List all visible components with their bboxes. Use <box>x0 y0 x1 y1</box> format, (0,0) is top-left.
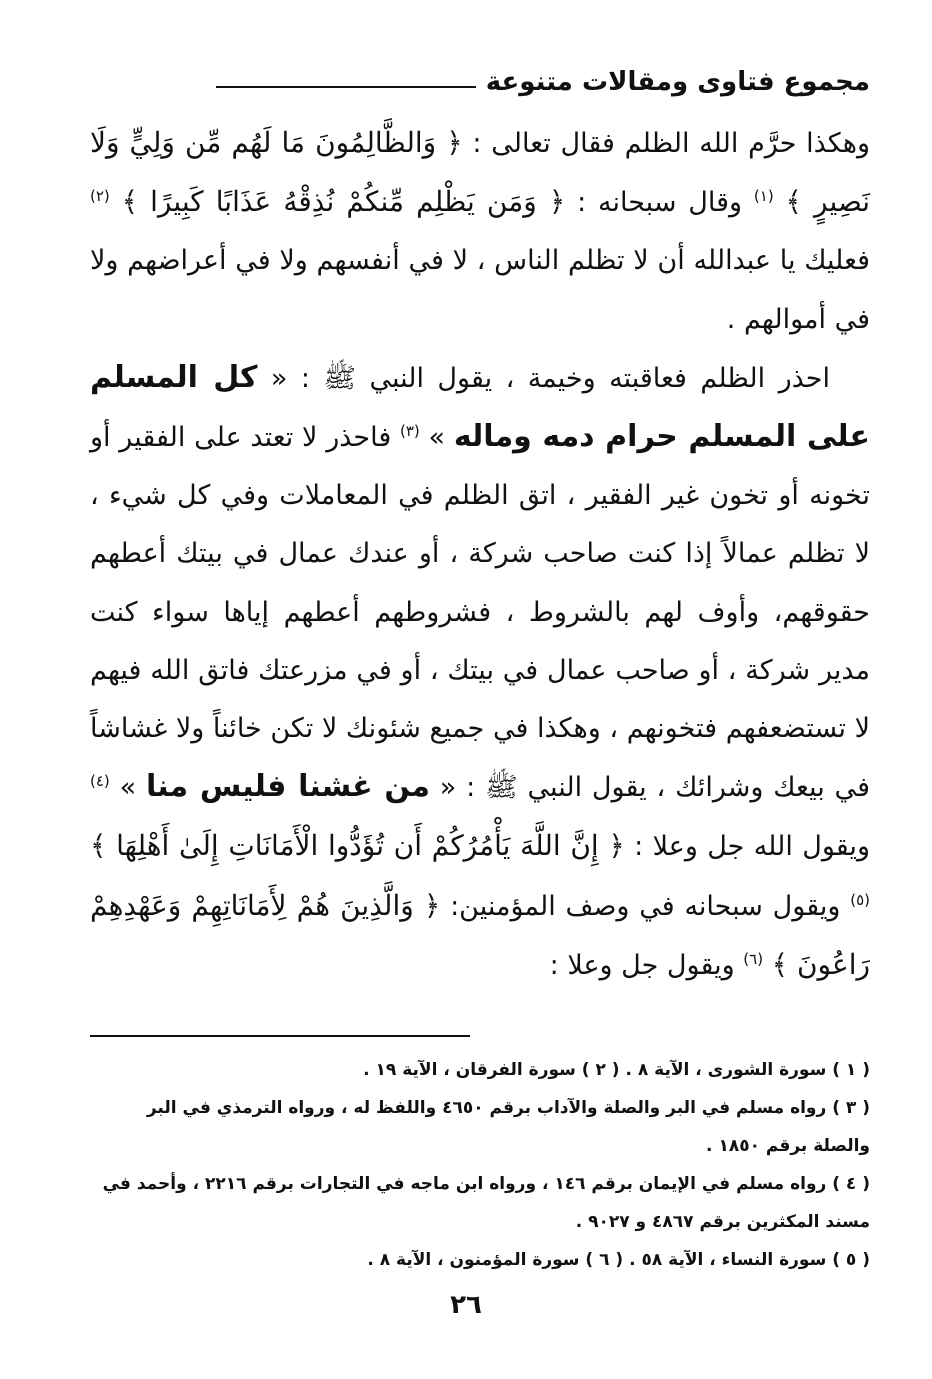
header-rule <box>216 86 476 88</box>
p2-text-f: ويقول سبحانه في وصف المؤمنين: <box>450 890 841 922</box>
main-text <box>90 114 870 995</box>
footnote-ref-1: (١) <box>753 187 774 206</box>
paragraph-1 <box>90 114 870 349</box>
p2-text-c: فاحذر لا تعتد على الفقير أو تخونه أو تخون غير الفقير ، اتق الظلم في المعاملات وفي كل شيء ، لا تظلم عمالاً إذا كنت صاحب شركة ، أو عندك عمال في بيتك أعطهم حقوقهم، وأوف لهم بالشروط ، فشروطهم أعطهم إياها سواء كنت مدير شركة ، أو صاحب عمال في بيتك ، أو في مزرعتك فاتق الله فيهم لا تستضعفهم فتخونهم ، وهكذا في جميع شئونك لا تكن خائناً ولا غشاشاً في بيعك وشرائك ، يقول النبي ﷺ : « <box>90 422 870 804</box>
p1-text-b: وقال سبحانه : <box>577 187 743 219</box>
running-header <box>90 62 870 102</box>
hadith-2: من غشنا فليس منا <box>146 769 430 805</box>
footnote-ref-4: (٤) <box>90 772 110 791</box>
paragraph-2 <box>90 349 870 995</box>
footnote-ref-2: (٢) <box>90 187 110 206</box>
quran-verse-1: ﴿ وَالظَّالِمُونَ مَا لَهُم مِّن وَلِيٍّ وَلَا نَصِيرٍ ﴾ <box>90 126 871 219</box>
book-page <box>90 62 870 1379</box>
header-title: مجموع فتاوى ومقالات متنوعة <box>485 67 870 97</box>
p1-text-c: فعليك يا عبدالله أن لا تظلم الناس ، لا في أنفسهم ولا في أعراضهم ولا في أموالهم . <box>90 245 870 335</box>
p1-text-a: وهكذا حرَّم الله الظلم فقال تعالى : <box>472 128 870 159</box>
hadith-1: كل المسلم على المسلم حرام دمه وماله <box>90 359 871 455</box>
footnote-ref-6: (٦) <box>743 949 764 968</box>
footnote-item: ( ٥ ) سورة النساء ، الآية ٥٨ . ( ٦ ) سورة المؤمنون ، الآية ٨ . <box>367 1250 870 1271</box>
quran-verse-2: ﴿ وَمَن يَظْلِم مِّنكُمْ نُذِقْهُ عَذَابًا كَبِيرًا ﴾ <box>121 185 566 219</box>
footnote-separator <box>90 1035 470 1037</box>
quran-verse-4: ﴿ وَالَّذِينَ هُمْ لِأَمَانَاتِهِمْ وَعَهْدِهِمْ رَاعُونَ ﴾ <box>90 888 870 981</box>
quran-verse-3: ﴿ إِنَّ اللَّهَ يَأْمُرُكُمْ أَن تُؤَدُّوا الْأَمَانَاتِ إِلَىٰ أَهْلِهَا ﴾ <box>90 829 625 863</box>
footnote-ref-5: (٥) <box>850 890 871 909</box>
p2-text-a: احذر الظلم فعاقبته وخيمة ، يقول النبي ﷺ : « <box>270 362 830 394</box>
footnote-item: ( ١ ) سورة الشورى ، الآية ٨ . ( ٢ ) سورة الفرقان ، الآية ١٩ . <box>363 1060 870 1081</box>
footnotes <box>90 1051 870 1279</box>
footnote-item: ( ٤ ) رواه مسلم في الإيمان برقم ١٤٦ ، ورواه ابن ماجه في التجارات برقم ٢٢١٦ ، وأحمد في مسند المكثرين برقم ٤٨٦٧ و ٩٠٢٧ . <box>102 1174 870 1233</box>
p2-text-e: ويقول الله جل وعلا : <box>634 831 870 863</box>
footnote-item: ( ٣ ) رواه مسلم في البر والصلة والآداب برقم ٤٦٥٠ واللفظ له ، ورواه الترمذي في البر والصلة برقم ١٨٥٠ . <box>146 1098 870 1157</box>
p2-text-d: » <box>119 772 137 804</box>
page-number: ٢٦ <box>450 1290 482 1320</box>
footnote-ref-3: (٣) <box>400 422 420 441</box>
p2-text-g: ويقول جل وعلا : <box>549 949 735 981</box>
p2-text-b: » <box>428 422 446 454</box>
